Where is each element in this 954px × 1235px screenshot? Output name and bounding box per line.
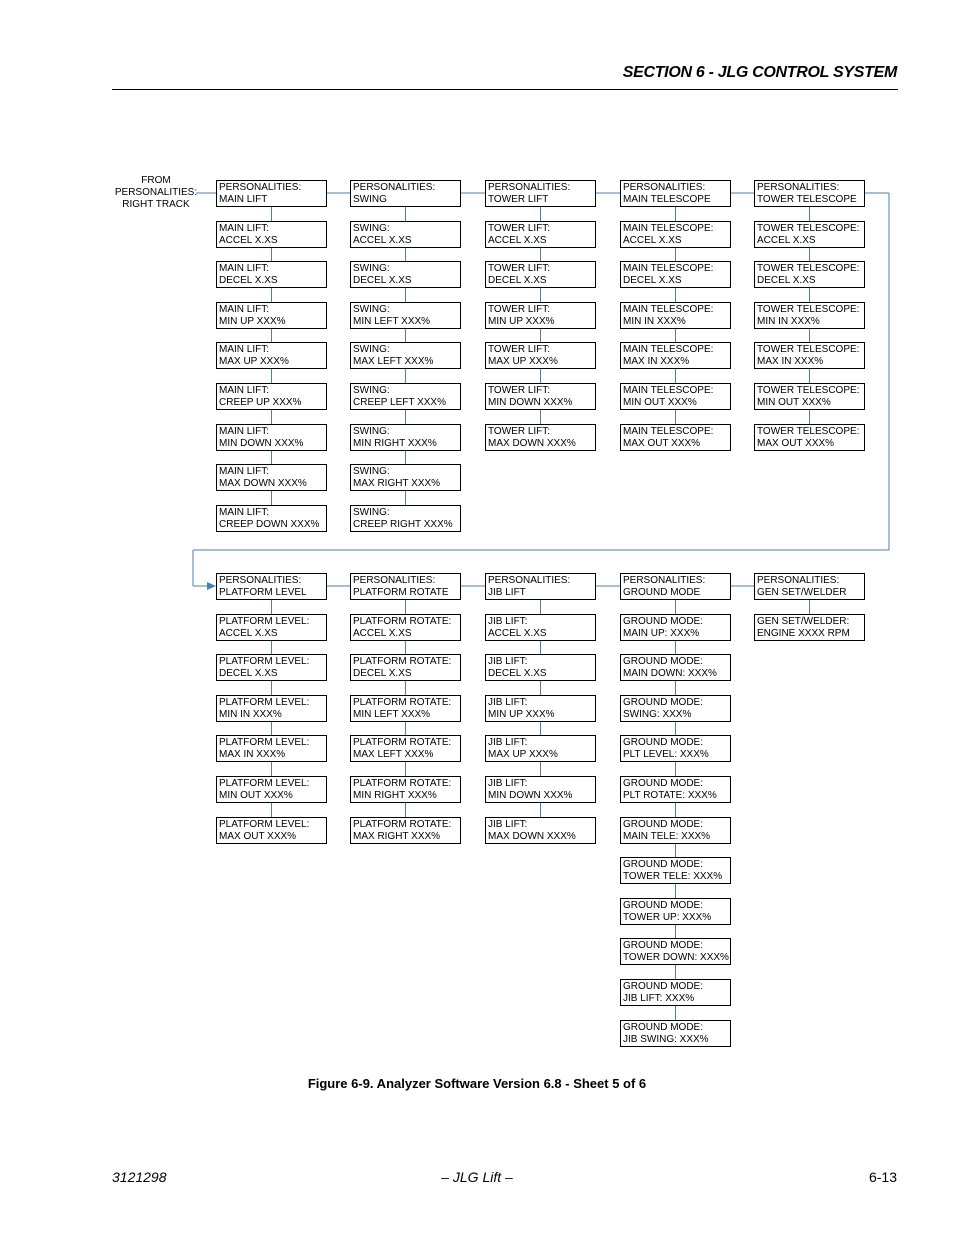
- menu-item-box: GROUND MODE: TOWER DOWN: XXX%: [620, 938, 731, 965]
- menu-item-box: TOWER LIFT: MIN DOWN XXX%: [485, 383, 596, 410]
- menu-item-box: GROUND MODE: SWING: XXX%: [620, 695, 731, 722]
- menu-item-box: SWING: CREEP LEFT XXX%: [350, 383, 461, 410]
- menu-item-box: TOWER LIFT: DECEL X.XS: [485, 261, 596, 288]
- menu-item-box: SWING: MIN LEFT XXX%: [350, 302, 461, 329]
- figure-caption: Figure 6-9. Analyzer Software Version 6.8 - Sheet 5 of 6: [307, 1076, 647, 1091]
- menu-header-box: PERSONALITIES: MAIN TELESCOPE: [620, 180, 731, 207]
- menu-item-box: MAIN TELESCOPE: MAX OUT XXX%: [620, 424, 731, 451]
- menu-item-box: TOWER TELESCOPE: ACCEL X.XS: [754, 221, 865, 248]
- menu-item-box: JIB LIFT: MIN DOWN XXX%: [485, 776, 596, 803]
- menu-item-box: TOWER TELESCOPE: MAX OUT XXX%: [754, 424, 865, 451]
- arrow-icon: [207, 582, 216, 590]
- menu-header-box: PERSONALITIES: MAIN LIFT: [216, 180, 327, 207]
- menu-item-box: GROUND MODE: JIB SWING: XXX%: [620, 1020, 731, 1047]
- menu-header-box: PERSONALITIES: TOWER TELESCOPE: [754, 180, 865, 207]
- menu-item-box: GROUND MODE: MAIN TELE: XXX%: [620, 817, 731, 844]
- menu-item-box: MAIN LIFT: MAX DOWN XXX%: [216, 464, 327, 491]
- menu-item-box: MAIN LIFT: MIN UP XXX%: [216, 302, 327, 329]
- menu-header-box: PERSONALITIES: SWING: [350, 180, 461, 207]
- menu-item-box: TOWER LIFT: MAX UP XXX%: [485, 342, 596, 369]
- menu-item-box: JIB LIFT: MAX DOWN XXX%: [485, 817, 596, 844]
- menu-item-box: MAIN LIFT: DECEL X.XS: [216, 261, 327, 288]
- menu-item-box: SWING: MIN RIGHT XXX%: [350, 424, 461, 451]
- menu-item-box: MAIN LIFT: CREEP DOWN XXX%: [216, 505, 327, 532]
- menu-item-box: MAIN LIFT: MAX UP XXX%: [216, 342, 327, 369]
- menu-item-box: GROUND MODE: TOWER TELE: XXX%: [620, 857, 731, 884]
- menu-item-box: MAIN TELESCOPE: DECEL X.XS: [620, 261, 731, 288]
- menu-item-box: PLATFORM LEVEL: MAX OUT XXX%: [216, 817, 327, 844]
- menu-item-box: TOWER LIFT: ACCEL X.XS: [485, 221, 596, 248]
- footer-center: – JLG Lift –: [441, 1169, 513, 1185]
- menu-item-box: SWING: MAX LEFT XXX%: [350, 342, 461, 369]
- menu-item-box: PLATFORM LEVEL: DECEL X.XS: [216, 654, 327, 681]
- menu-item-box: PLATFORM LEVEL: ACCEL X.XS: [216, 614, 327, 641]
- menu-header-box: PERSONALITIES: PLATFORM LEVEL: [216, 573, 327, 600]
- menu-item-box: JIB LIFT: MIN UP XXX%: [485, 695, 596, 722]
- menu-item-box: GROUND MODE: MAIN UP: XXX%: [620, 614, 731, 641]
- menu-header-box: PERSONALITIES: GEN SET/WELDER: [754, 573, 865, 600]
- menu-item-box: TOWER LIFT: MAX DOWN XXX%: [485, 424, 596, 451]
- menu-item-box: MAIN LIFT: MIN DOWN XXX%: [216, 424, 327, 451]
- menu-header-box: PERSONALITIES: JIB LIFT: [485, 573, 596, 600]
- menu-item-box: PLATFORM LEVEL: MAX IN XXX%: [216, 735, 327, 762]
- menu-item-box: GEN SET/WELDER: ENGINE XXXX RPM: [754, 614, 865, 641]
- menu-header-box: PERSONALITIES: GROUND MODE: [620, 573, 731, 600]
- menu-item-box: GROUND MODE: MAIN DOWN: XXX%: [620, 654, 731, 681]
- menu-item-box: PLATFORM ROTATE: MAX RIGHT XXX%: [350, 817, 461, 844]
- menu-item-box: TOWER TELESCOPE: MAX IN XXX%: [754, 342, 865, 369]
- menu-item-box: TOWER LIFT: MIN UP XXX%: [485, 302, 596, 329]
- menu-item-box: SWING: MAX RIGHT XXX%: [350, 464, 461, 491]
- menu-item-box: SWING: DECEL X.XS: [350, 261, 461, 288]
- menu-item-box: TOWER TELESCOPE: MIN IN XXX%: [754, 302, 865, 329]
- menu-item-box: JIB LIFT: DECEL X.XS: [485, 654, 596, 681]
- menu-item-box: PLATFORM LEVEL: MIN OUT XXX%: [216, 776, 327, 803]
- menu-item-box: MAIN TELESCOPE: MAX IN XXX%: [620, 342, 731, 369]
- menu-item-box: GROUND MODE: TOWER UP: XXX%: [620, 898, 731, 925]
- menu-item-box: TOWER TELESCOPE: MIN OUT XXX%: [754, 383, 865, 410]
- menu-item-box: JIB LIFT: MAX UP XXX%: [485, 735, 596, 762]
- menu-header-box: PERSONALITIES: PLATFORM ROTATE: [350, 573, 461, 600]
- entry-label: FROM PERSONALITIES: RIGHT TRACK: [114, 175, 198, 210]
- menu-item-box: MAIN LIFT: ACCEL X.XS: [216, 221, 327, 248]
- menu-item-box: PLATFORM LEVEL: MIN IN XXX%: [216, 695, 327, 722]
- menu-item-box: GROUND MODE: PLT ROTATE: XXX%: [620, 776, 731, 803]
- section-title: SECTION 6 - JLG CONTROL SYSTEM: [622, 64, 897, 81]
- menu-item-box: PLATFORM ROTATE: MIN LEFT XXX%: [350, 695, 461, 722]
- menu-item-box: GROUND MODE: JIB LIFT: XXX%: [620, 979, 731, 1006]
- menu-item-box: PLATFORM ROTATE: DECEL X.XS: [350, 654, 461, 681]
- menu-item-box: MAIN TELESCOPE: MIN OUT XXX%: [620, 383, 731, 410]
- menu-item-box: MAIN LIFT: CREEP UP XXX%: [216, 383, 327, 410]
- doc-number: 3121298: [112, 1169, 167, 1185]
- menu-item-box: TOWER TELESCOPE: DECEL X.XS: [754, 261, 865, 288]
- page-number: 6-13: [868, 1169, 897, 1185]
- menu-item-box: JIB LIFT: ACCEL X.XS: [485, 614, 596, 641]
- menu-item-box: MAIN TELESCOPE: ACCEL X.XS: [620, 221, 731, 248]
- menu-header-box: PERSONALITIES: TOWER LIFT: [485, 180, 596, 207]
- menu-item-box: PLATFORM ROTATE: MIN RIGHT XXX%: [350, 776, 461, 803]
- menu-item-box: SWING: CREEP RIGHT XXX%: [350, 505, 461, 532]
- menu-item-box: PLATFORM ROTATE: ACCEL X.XS: [350, 614, 461, 641]
- menu-item-box: SWING: ACCEL X.XS: [350, 221, 461, 248]
- menu-item-box: MAIN TELESCOPE: MIN IN XXX%: [620, 302, 731, 329]
- menu-item-box: GROUND MODE: PLT LEVEL: XXX%: [620, 735, 731, 762]
- menu-item-box: PLATFORM ROTATE: MAX LEFT XXX%: [350, 735, 461, 762]
